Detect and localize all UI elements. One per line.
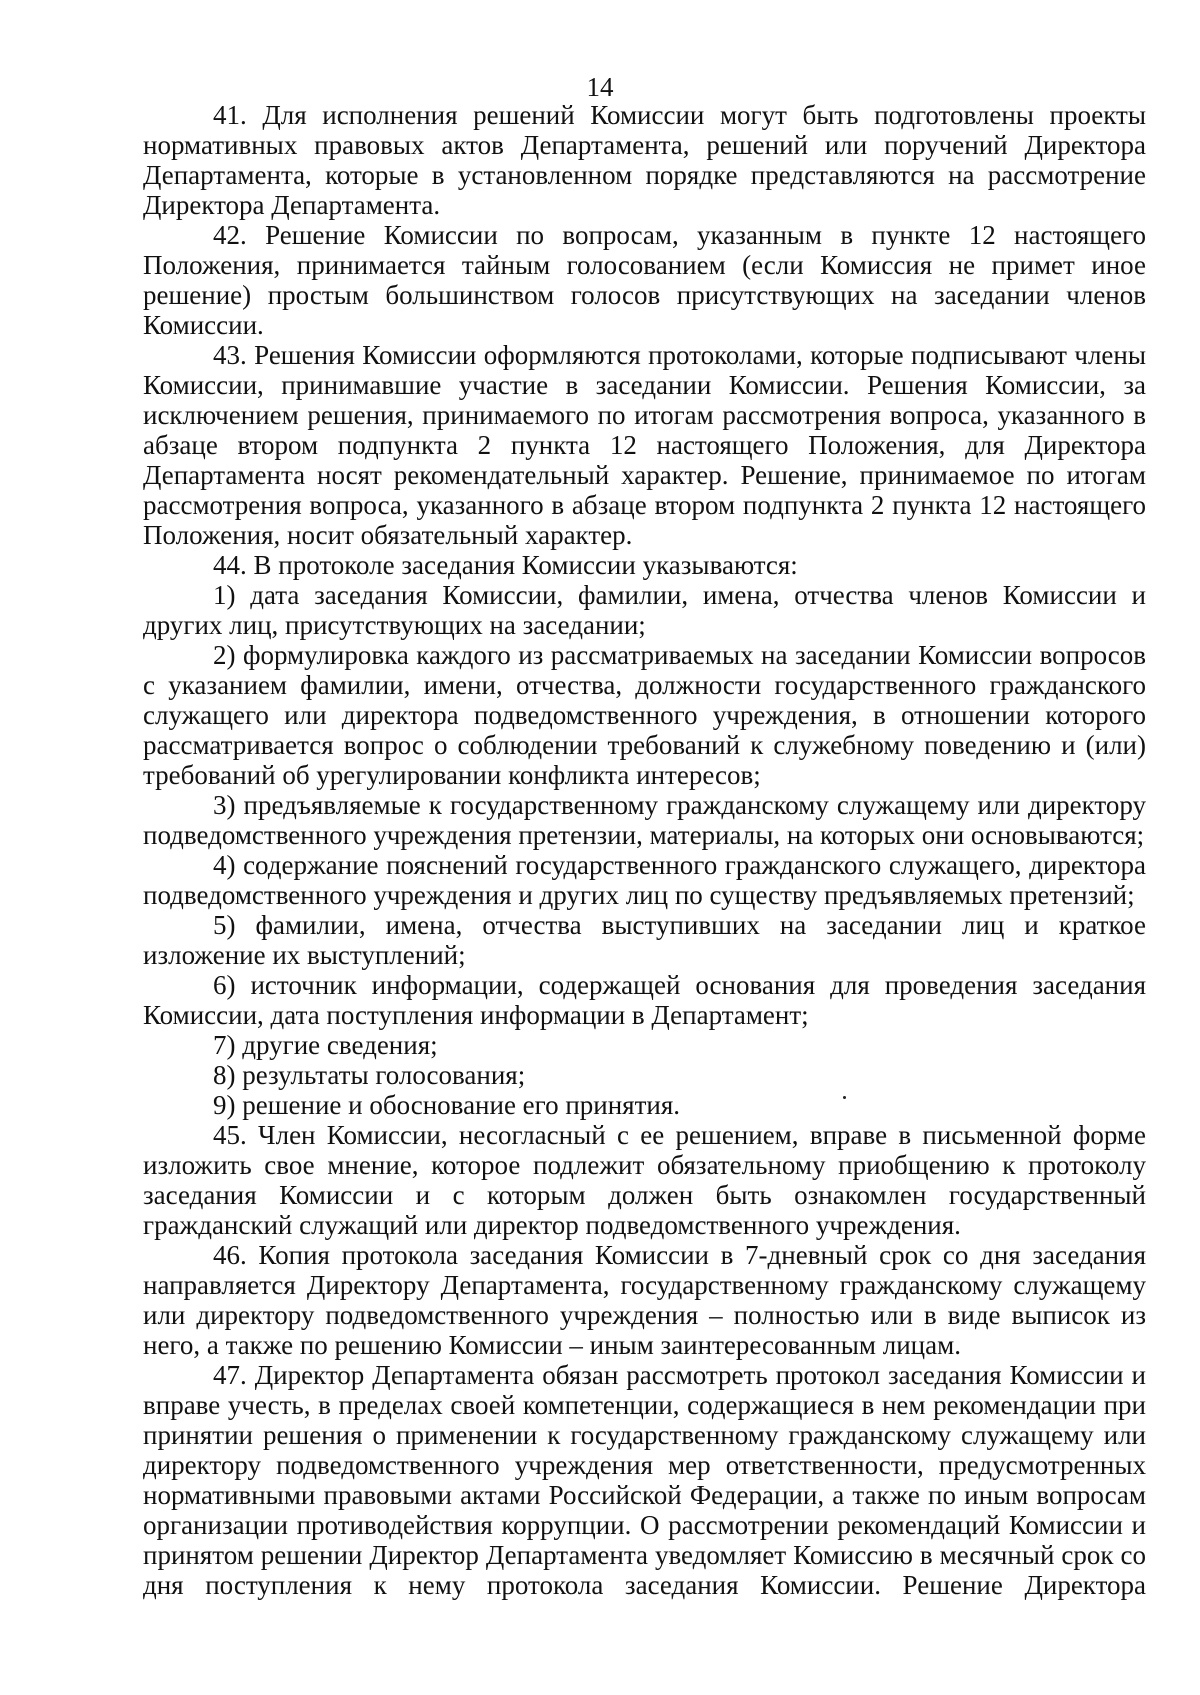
list-item-2: 2) формулировка каждого из рассматриваемых на заседании Комиссии вопросов с указанием фамилии, имени, отчества, должности государственного гражданского служащего или директора подведомственного учреждения, в отношении которого рассматривается вопрос о соблюдении требований к служебному поведению и (или) требований об урегулировании конфликта интересов; [143, 640, 1146, 790]
list-item-5: 5) фамилии, имена, отчества выступивших на заседании лиц и краткое изложение их выступлений; [143, 910, 1146, 970]
paragraph-46: 46. Копия протокола заседания Комиссии в 7-дневный срок со дня заседания направляется Директору Департамента, государственному гражданскому служащему или директору подведомственного учреждения – полностью или в виде выписок из него, а также по решению Комиссии – иным заинтересованным лицам. [143, 1240, 1146, 1360]
list-item-6: 6) источник информации, содержащей основания для проведения заседания Комиссии, дата поступления информации в Департамент; [143, 970, 1146, 1030]
list-item-8: 8) результаты голосования; [213, 1060, 526, 1090]
list-item-7: 7) другие сведения; [213, 1030, 438, 1060]
paragraph-44: 44. В протоколе заседания Комиссии указываются: [213, 550, 798, 580]
list-item-9: 9) решение и обоснование его принятия. [213, 1090, 681, 1120]
paragraph-45: 45. Член Комиссии, несогласный с ее решением, вправе в письменной форме изложить свое мнение, которое подлежит обязательному приобщению к протоколу заседания Комиссии и с которым должен быть ознакомлен государственный гражданский служащий или директор подведомственного учреждения. [143, 1120, 1146, 1240]
paragraph-42: 42. Решение Комиссии по вопросам, указанным в пункте 12 настоящего Положения, принимается тайным голосованием (если Комиссия не примет иное решение) простым большинством голосов присутствующих на заседании членов Комиссии. [143, 220, 1146, 340]
list-item-4: 4) содержание пояснений государственного гражданского служащего, директора подведомственного учреждения и других лиц по существу предъявляемых претензий; [143, 850, 1146, 910]
paragraph-43: 43. Решения Комиссии оформляются протоколами, которые подписывают члены Комиссии, принимавшие участие в заседании Комиссии. Решения Комиссии, за исключением решения, принимаемого по итогам рассмотрения вопроса, указанного в абзаце втором подпункта 2 пункта 12 настоящего Положения, для Директора Департамента носят рекомендательный характер. Решение, принимаемое по итогам рассмотрения вопроса, указанного в абзаце втором подпункта 2 пункта 12 настоящего Положения, носит обязательный характер. [143, 340, 1146, 550]
paragraph-41: 41. Для исполнения решений Комиссии могут быть подготовлены проекты нормативных правовых актов Департамента, решений или поручений Директора Департамента, которые в установленном порядке представляются на рассмотрение Директора Департамента. [143, 100, 1146, 220]
list-item-3: 3) предъявляемые к государственному гражданскому служащему или директору подведомственного учреждения претензии, материалы, на которых они основываются; [143, 790, 1146, 850]
paragraph-47: 47. Директор Департамента обязан рассмотреть протокол заседания Комиссии и вправе учесть, в пределах своей компетенции, содержащиеся в нем рекомендации при принятии решения о применении к государственному гражданскому служащему или директору подведомственного учреждения мер ответственности, предусмотренных нормативными правовыми актами Российской Федерации, а также по иным вопросам организации противодействия коррупции. О рассмотрении рекомендаций Комиссии и принятом решении Директор Департамента уведомляет Комиссию в месячный срок со дня поступления к нему протокола заседания Комиссии. Решение Директора [143, 1360, 1146, 1600]
page-number: 14 [586, 72, 614, 102]
list-item-1: 1) дата заседания Комиссии, фамилии, имена, отчества членов Комиссии и других лиц, присутствующих на заседании; [143, 580, 1146, 640]
document-body [143, 100, 1146, 1600]
scan-speck [843, 1096, 846, 1099]
